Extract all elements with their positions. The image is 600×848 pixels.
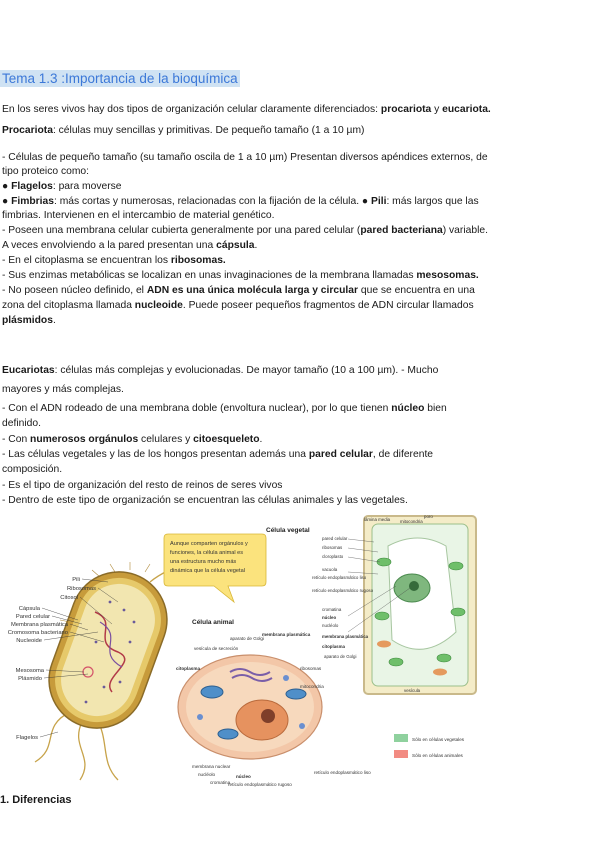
plant-cell-illustration (266, 514, 476, 694)
callout-line-4: dinámica que la célula vegetal (170, 568, 245, 574)
plant-label-mitocondria: mitocondria (400, 519, 423, 524)
animales-vegetales-item: - Dentro de este tipo de organización se encuentran las células animales y las vegetales. (2, 495, 408, 506)
plant-label-rer: retículo endoplasmático rugoso (312, 588, 374, 593)
mesosomas-item: - Sus enzimas metabólicas se localizan en unas invaginaciones de la membrana llamadas mesosomas. (2, 270, 479, 281)
animal-label-ribosomas: ribosomas (300, 666, 322, 671)
eucariota-definition: Eucariotas: células más complejas y evolucionadas. De mayor tamaño (10 a 100 µm). - Mucho (2, 365, 439, 376)
ribosomas-item: - En el citoplasma se encuentran los ribosomas. (2, 255, 226, 266)
procariota-point-size: - Células de pequeño tamaño (su tamaño oscila de 1 a 10 µm) Presentan diversos apéndices externos, de (2, 152, 488, 163)
callout-note (164, 534, 266, 602)
label-citosol: Citosol (60, 595, 78, 601)
animal-label-nucleolo: nucléolo (198, 772, 216, 777)
plant-label-rel: retículo endoplasmático liso (312, 575, 367, 580)
animal-label-mitocondria: mitocondria (300, 684, 324, 689)
animal-label-citoplasma: citoplasma (176, 666, 200, 671)
bacterium-illustration (8, 552, 190, 780)
label-pared-celular: Pared celular (15, 614, 50, 620)
plant-label-poro: poro (424, 514, 433, 519)
capsula-item: A veces envolviendo a la pared presentan una cápsula. (2, 240, 258, 251)
label-mesosoma: Mesosoma (15, 668, 44, 674)
plant-label-vacuola: vacuola (322, 567, 338, 572)
animal-cell-title: Célula animal (192, 619, 234, 626)
section-heading-diferencias: 1. Diferencias (0, 794, 72, 806)
label-membrana-plasmatica: Membrana plasmática (10, 622, 68, 628)
label-nucleoide: Nucleoide (16, 638, 42, 644)
procariota-definition: Procariota: células muy sencillas y primitivas. De pequeño tamaño (1 a 10 µm) (2, 125, 365, 136)
reinos-item: - Es el tipo de organización del resto de reinos de seres vivos (2, 480, 283, 491)
plant-label-citoplasma: citoplasma (322, 644, 345, 649)
organulos-item: - Con numerosos orgánulos celulares y citoesqueleto. (2, 434, 263, 445)
animal-label-cromatina: cromatina (210, 780, 231, 785)
label-pili: Pili (72, 577, 80, 583)
adn-item: - No poseen núcleo definido, el ADN es una única molécula larga y circular que se encuentra en una (2, 285, 475, 296)
plant-label-nucleo: núcleo (322, 615, 337, 620)
label-capsula: Cápsula (18, 606, 40, 612)
callout-line-1: Aunque comparten orgánulos y (170, 541, 248, 547)
animal-label-vesicula: vesícula de secreción (194, 646, 239, 651)
plant-label-cloroplasto: cloroplasto (322, 554, 344, 559)
vegetales-item-cont: composición. (2, 464, 63, 475)
plant-cell-title: Célula vegetal (266, 527, 310, 534)
legend-animal-label: Sólo en células animales (412, 753, 463, 758)
pared-item: - Poseen una membrana celular cubierta generalmente por una pared celular (pared bacteriana) variable. (2, 225, 488, 236)
plant-label-vesicula: vesícula (404, 688, 421, 693)
plant-label-nucleolo: nucléolo (322, 623, 339, 628)
eucariota-definition-cont: mayores y más complejas. (2, 384, 124, 395)
callout-line-2: funciones, la célula animal es (170, 550, 244, 556)
animal-label-nucleo: núcleo (236, 774, 251, 779)
page-title: Tema 1.3 :Importancia de la bioquímica (2, 71, 238, 86)
legend-swatch-vegetal (394, 734, 408, 742)
procariota-point-size-cont: tipo proteico como: (2, 166, 89, 177)
plant-label-ribosomas: ribosomas (322, 545, 343, 550)
fimbrias-item: ● Fimbrias: más cortas y numerosas, relacionadas con la fijación de la célula. ● Pili: más largos que las (2, 196, 479, 207)
plasmidos-item: plásmidos. (2, 315, 56, 326)
plant-label-cromatina: cromatina (322, 607, 342, 612)
fimbrias-item-cont: fimbrias. Intervienen en el intercambio de material genético. (2, 210, 275, 221)
plant-label-pared: pared celular (322, 536, 348, 541)
label-plasmido: Plásmido (18, 676, 42, 682)
vegetales-item: - Las células vegetales y las de los hongos presentan además una pared celular, de diferente (2, 449, 434, 460)
animal-label-rel: retículo endoplasmático liso (314, 770, 371, 775)
figure-legend (394, 734, 465, 758)
nucleo-item: - Con el ADN rodeado de una membrana doble (envoltura nuclear), por lo que tienen núcleo bien (2, 403, 447, 414)
intro-paragraph: En los seres vivos hay dos tipos de organización celular claramente diferenciados: procariota y eucariota. (2, 104, 491, 115)
nucleo-item-cont: definido. (2, 418, 41, 429)
animal-label-membrana-nuclear: membrana nuclear (192, 764, 231, 769)
plant-label-golgi: aparato de Golgi (324, 654, 357, 659)
animal-label-rer: retículo endoplasmático rugoso (228, 782, 292, 787)
animal-label-membrana: membrana plasmática (262, 632, 311, 637)
plant-label-membrana: membrana plasmática (322, 634, 369, 639)
flagelos-item: ● Flagelos: para moverse (2, 181, 122, 192)
label-cromosoma-bacteriano: Cromosoma bacteriano (7, 630, 68, 636)
label-ribosomas: Ribosomas (67, 586, 96, 592)
callout-line-3: una estructura mucho más (170, 559, 237, 565)
cell-comparison-figure (0, 512, 600, 792)
label-flagelos: Flagelos (16, 735, 38, 741)
nucleoide-item: zona del citoplasma llamada nucleoide. Puede poseer pequeños fragmentos de ADN circular llamados (2, 300, 474, 311)
legend-swatch-animal (394, 750, 408, 758)
plant-label-lamina: lámina media (364, 517, 391, 522)
animal-label-golgi: aparato de Golgi (230, 636, 264, 641)
legend-vegetal-label: Sólo en células vegetales (412, 737, 465, 742)
